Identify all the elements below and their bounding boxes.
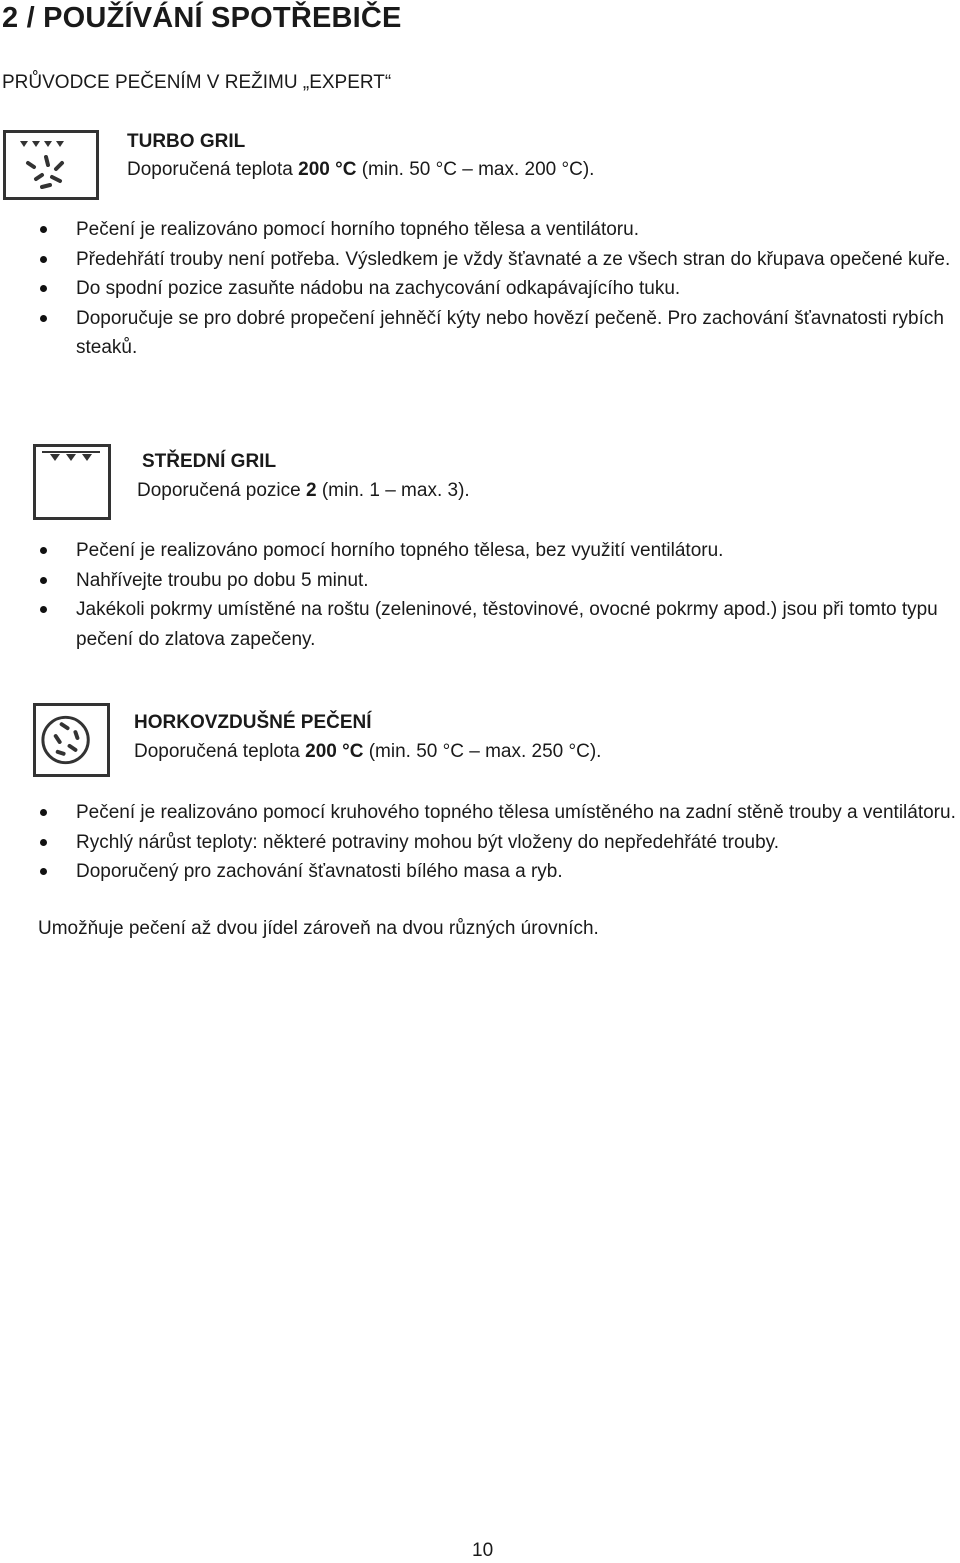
bullet-list	[40, 215, 958, 363]
list-item: Nahřívejte troubu po dobu 5 minut.	[40, 566, 958, 596]
list-item: Do spodní pozice zasuňte nádobu na zachycování odkapávajícího tuku.	[40, 274, 958, 304]
list-item: Doporučuje se pro dobré propečení jehněčí kýty nebo hovězí pečeně. Pro zachování šťavnatosti rybích steaků.	[40, 304, 958, 363]
recommended-value: Doporučená pozice 2 (min. 1 – max. 3).	[137, 480, 470, 501]
recommended-value: Doporučená teplota 200 °C (min. 50 °C – max. 200 °C).	[127, 159, 595, 180]
section-title: HORKOVZDUŠNÉ PEČENÍ	[134, 712, 372, 733]
list-item: Pečení je realizováno pomocí kruhového topného tělesa umístěného na zadní stěně trouby a ventilátoru.	[40, 798, 958, 828]
turbo-grill-icon	[3, 130, 99, 200]
medium-grill-icon	[33, 444, 111, 520]
section-note: Umožňuje pečení až dvou jídel zároveň na dvou různých úrovních.	[38, 918, 599, 939]
bullet-list	[40, 798, 958, 887]
recommended-value: Doporučená teplota 200 °C (min. 50 °C – max. 250 °C).	[134, 741, 602, 762]
list-item: Pečení je realizováno pomocí horního topného tělesa, bez využití ventilátoru.	[40, 536, 958, 566]
section-title: STŘEDNÍ GRIL	[142, 451, 277, 472]
bullet-list	[40, 536, 958, 654]
page-number: 10	[472, 1540, 494, 1561]
list-item: Doporučený pro zachování šťavnatosti bílého masa a ryb.	[40, 857, 958, 887]
list-item: Předehřátí trouby není potřeba. Výsledkem je vždy šťavnaté a ze všech stran do křupava opečené kuře.	[40, 245, 958, 275]
section-title: TURBO GRIL	[127, 131, 246, 152]
list-item: Rychlý nárůst teploty: některé potraviny mohou být vloženy do nepředehřáté trouby.	[40, 828, 958, 858]
list-item: Pečení je realizováno pomocí horního topného tělesa a ventilátoru.	[40, 215, 958, 245]
page-subtitle: PRŮVODCE PEČENÍM V REŽIMU „EXPERT“	[2, 72, 392, 93]
list-item: Jakékoli pokrmy umístěné na roštu (zeleninové, těstovinové, ovocné pokrmy apod.) jsou při tomto typu pečení do zlatova zapečeny.	[40, 595, 958, 654]
page-title: 2 / POUŽÍVÁNÍ SPOTŘEBIČE	[2, 2, 402, 34]
hot-air-fan-icon	[33, 703, 110, 777]
